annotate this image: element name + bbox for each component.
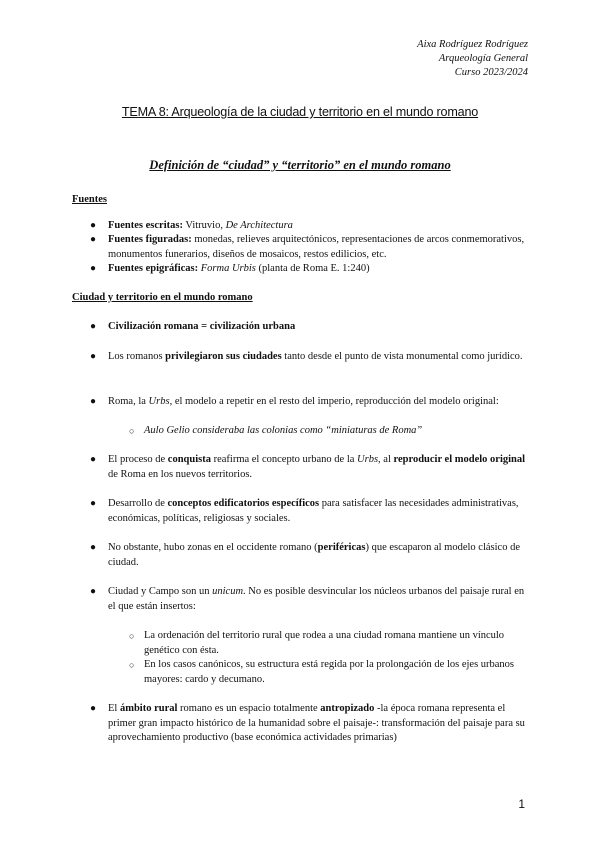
list-item: ● El proceso de conquista reafirma el concepto urbano de la Urbs, al reproducir el modelo original de Roma en los nuevos territorios.: [90, 454, 526, 480]
list-item: ● Civilización romana = civilización urbana: [108, 320, 528, 335]
circle-bullet-icon: ○: [129, 660, 135, 670]
bullet-icon: ●: [90, 234, 97, 245]
bullet-icon: ●: [90, 454, 97, 465]
list-item: ● Fuentes figuradas: monedas, relieves arquitectónicos, representaciones de arcos conmemorativos, monumentos funerarios, diseños de mosaicos, restos edilicios, etc.: [90, 234, 525, 260]
bullet-icon: ●: [90, 321, 97, 332]
bullet-icon: ●: [90, 586, 97, 597]
list-item: ● Los romanos privilegiaron sus ciudades tanto desde el punto de vista monumental como jurídico.: [108, 350, 528, 365]
page-number: 1: [518, 797, 525, 811]
header-block: [417, 38, 528, 80]
bullet-icon: ●: [90, 542, 97, 553]
bullet-icon: ●: [90, 351, 97, 362]
course-year: Curso 2023/2024: [454, 67, 528, 78]
list-item: ● Desarrollo de conceptos edificatorios específicos para satisfacer las necesidades administrativas, económicas, políticas, religiosas y sociales.: [90, 498, 519, 524]
list-item: ● Fuentes epigráficas: Forma Urbis (planta de Roma E. 1:240): [108, 262, 528, 277]
section-heading-fuentes: Fuentes: [72, 194, 107, 205]
circle-bullet-icon: ○: [129, 426, 135, 436]
bullet-icon: ●: [90, 220, 97, 231]
list-item: ● No obstante, hubo zonas en el occidente romano (periféricas) que escaparon al modelo clásico de ciudad.: [90, 542, 520, 568]
bullet-icon: ●: [90, 703, 97, 714]
author-name: Aixa Rodríguez Rodríguez: [417, 39, 528, 50]
section-subtitle: Definición de “ciudad” y “territorio” en el mundo romano: [149, 158, 451, 172]
list-item: ○ Aulo Gelio consideraba las colonias como “miniaturas de Roma”: [144, 424, 529, 439]
section-heading-ciudad: Ciudad y territorio en el mundo romano: [72, 292, 253, 303]
list-item: ● Ciudad y Campo son un unicum. No es posible desvincular los núcleos urbanos del paisaje rural en el que están insertos:: [90, 586, 525, 612]
list-item: ● Fuentes escritas: Vitruvio, De Architectura: [108, 219, 528, 234]
page-title: TEMA 8: Arqueología de la ciudad y territorio en el mundo romano: [121, 105, 479, 119]
bullet-icon: ●: [90, 498, 97, 509]
list-item: ○ La ordenación del territorio rural que rodea a una ciudad romana mantiene un vínculo genético con ésta.: [129, 630, 505, 656]
list-item: ● El ámbito rural romano es un espacio totalmente antropizado -la época romana representa el primer gran impacto histórico de la humanidad sobre el paisaje-: transformación del paisaje para su aprovechamiento productivo (base económica actividades primarias): [90, 703, 525, 743]
circle-bullet-icon: ○: [129, 631, 135, 641]
bullet-icon: ●: [90, 396, 97, 407]
list-item: ● Roma, la Urbs, el modelo a repetir en el resto del imperio, reproducción del modelo original:: [108, 395, 528, 410]
course-name: Arqueología General: [438, 53, 528, 64]
list-item: ○ En los casos canónicos, su estructura está regida por la prolongación de los ejes urbanos mayores: cardo y decumano.: [129, 659, 515, 685]
bullet-icon: ●: [90, 263, 97, 274]
